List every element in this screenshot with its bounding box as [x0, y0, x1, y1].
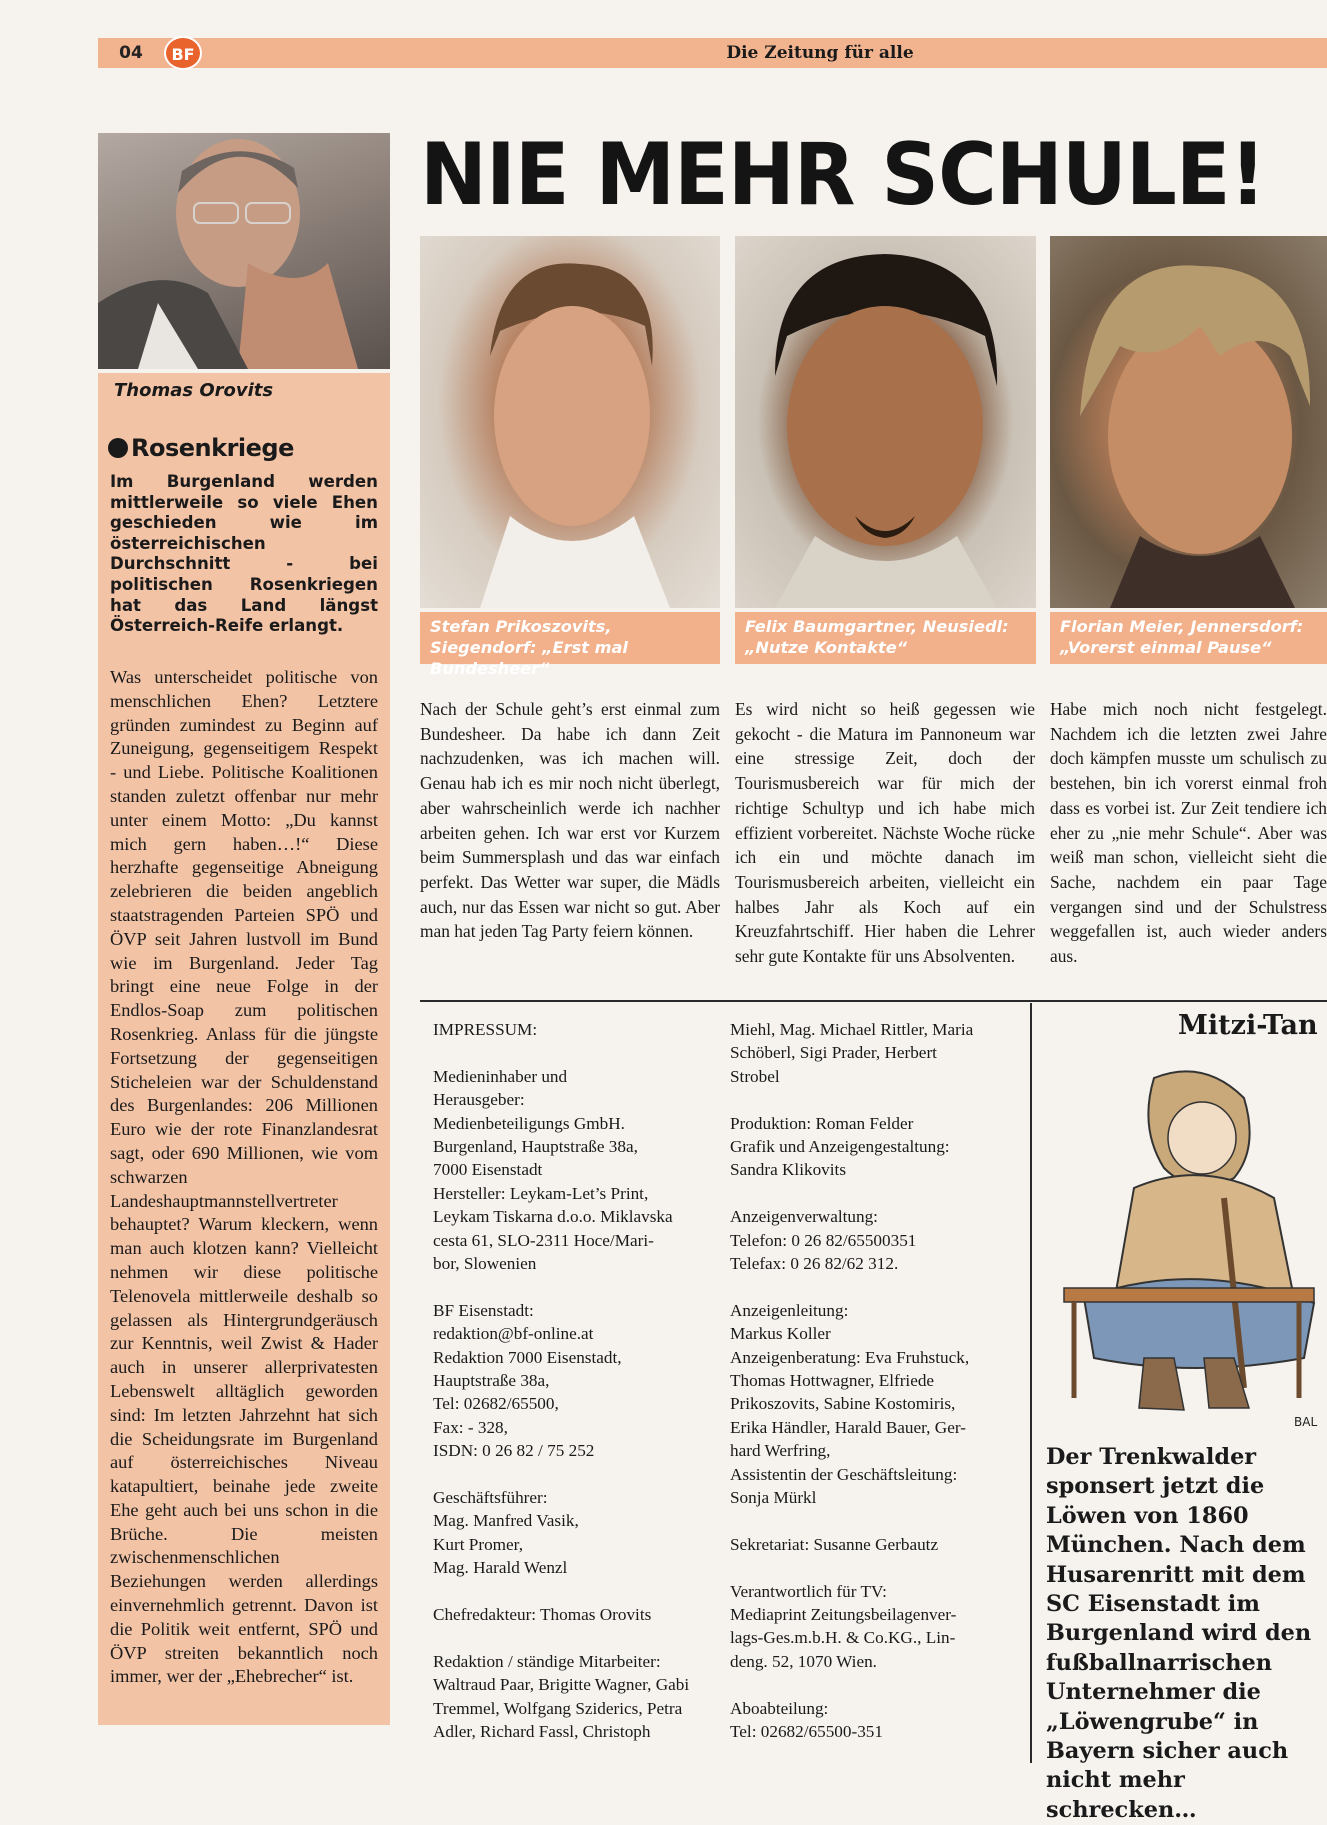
impressum-line: Anzeigenleitung:	[730, 1300, 849, 1320]
impressum-line: Anzeigenberatung: Eva Fruhstuck,	[730, 1347, 970, 1367]
profile-text-2: Es wird nicht so heiß gegessen wie gekocht - die Matura im Pannoneum war eine stressige Zeit, doch der Tourismusbereich war für mich der richtige Schultyp und ich habe mich effizient vorbereitet. Nächste Woche rücke ich ein und möchte danach im Tourismusbereich arbeiten, vielleicht ein halbes Jahr als Koch auf ein Kreuzfahrtschiff. Hier haben die Lehrer sehr gute Kontakte für uns Absolventen.	[735, 699, 1035, 967]
impressum-line: 7000 Eisenstadt	[433, 1160, 543, 1180]
impressum-line: Sandra Klikovits	[730, 1160, 847, 1180]
impressum-line: Verantwortlich für TV:	[730, 1581, 887, 1601]
impressum-line: Anzeigenverwaltung:	[730, 1207, 878, 1227]
impressum-block	[730, 1533, 1020, 1556]
impressum-block	[730, 1018, 1020, 1088]
newspaper-tagline: Die Zeitung für alle	[726, 43, 914, 63]
portrait-photo-3	[1050, 236, 1327, 608]
impressum-line: Herausgeber:	[433, 1090, 525, 1110]
impressum-line: Hersteller: Leykam-Let’s Print,	[433, 1183, 649, 1203]
cartoon-illustration	[1044, 1058, 1327, 1428]
headline: NIE MEHR SCHULE!	[420, 125, 1266, 225]
impressum-block	[730, 1580, 1020, 1674]
portrait-photo-2	[735, 236, 1036, 608]
impressum-line: Telefax: 0 26 82/62 312.	[730, 1254, 899, 1274]
column-divider	[1030, 1003, 1032, 1763]
impressum-line: Prikoszovits, Sabine Kostomiris,	[730, 1394, 956, 1414]
impressum-line: hard Werfring,	[730, 1441, 831, 1461]
impressum-line: Strobel	[730, 1066, 780, 1086]
impressum-column-2	[730, 1018, 1020, 1767]
impressum-line: lags-Ges.m.b.H. & Co.KG., Lin-	[730, 1628, 956, 1648]
impressum-block	[433, 1299, 723, 1463]
bullet-icon	[108, 438, 128, 458]
impressum-line: Chefredakteur: Thomas Orovits	[433, 1605, 652, 1625]
column-heading-text: Rosenkriege	[131, 434, 294, 462]
impressum-line: cesta 61, SLO-2311 Hoce/Mari-	[433, 1230, 654, 1250]
page-number: 04	[119, 43, 143, 63]
impressum-line: Leykam Tiskarna d.o.o. Miklavska	[433, 1207, 673, 1227]
cartoon-text: Der Trenkwalder sponsert jetzt die Löwen von 1860 München. Nach dem Husarenritt mit dem SC Eisenstadt im Burgenland wird den fußballnarrischen Unternehmer die „Löwengrube“ in Bayern sicher auch nicht mehr schrecken…	[1046, 1444, 1312, 1823]
impressum-line: Aboabteilung:	[730, 1698, 829, 1718]
impressum-block	[730, 1205, 1020, 1275]
author-name: Thomas Orovits	[114, 380, 274, 401]
impressum-line: Fax: - 328,	[433, 1417, 508, 1437]
impressum-line: Tel: 02682/65500,	[433, 1394, 559, 1414]
impressum-block	[730, 1299, 1020, 1510]
photo-caption-1: Stefan Prikoszovits, Siegendorf: „Erst mal Bundesheer“	[420, 612, 720, 664]
impressum-line: Hauptstraße 38a,	[433, 1371, 550, 1391]
impressum-block	[433, 1018, 723, 1041]
author-photo	[98, 133, 390, 369]
impressum-line: Tel: 02682/65500-351	[730, 1722, 883, 1742]
column-body: Was unterscheidet politische von menschlichen Ehen? Letztere gründen zumindest zu Beginn auf Zuneigung, gegenseitigem Respekt - und Liebe. Politische Koalitionen standen zuletzt offenbar nur mehr unter einem Motto: „Du kannst mich gern haben…!“ Diese herzhafte gegenseitige Abneigung zelebrieren die beiden angeblich staatstragenden Parteien SPÖ und ÖVP seit Jahren lustvoll im Bund wie im Burgenland. Jeder Tag bringt eine neue Folge in der Endlos-Soap zum politischen Rosenkrieg. Anlass für die jüngste Fortsetzung der gegenseitigen Sticheleien war der Schuldenstand des Burgenlandes: 206 Millionen Euro wie der rote Finanzlandesrat sagt, oder 690 Millionen, wie vom schwarzen Landeshauptmannstellvertreter behauptet? Warum kleckern, wenn man auch klotzen kann? Vielleicht nehmen wir diese politische Telenovela mittlerweile deshalb so gelassen als Hintergrundgeräusch zur Kenntnis, weil Zwist & Hader auch in unserer allerprivatesten Lebenswelt alltäglich geworden sind: Im letzten Jahrzehnt hat sich die Scheidungsrate im Burgenland auf österreichisches Niveau katapultiert, beinahe jede zweite Ehe geht auch bei uns schon in die Brüche. Die meisten zwischenmenschlichen Beziehungen werden allerdings einvernehmlich getrennt. Davon ist die Politik weit entfernt, SPÖ und ÖVP streiten bekanntlich noch immer, wer der „Ehebrecher“ ist.	[110, 667, 378, 1687]
impressum-column-1	[433, 1018, 723, 1767]
impressum-line: Telefon: 0 26 82/65500351	[730, 1230, 917, 1250]
impressum-line: Tremmel, Wolfgang Sziderics, Petra	[433, 1698, 683, 1718]
photo-caption-3: Florian Meier, Jennersdorf: „Vorerst einmal Pause“	[1050, 612, 1327, 664]
impressum-block	[433, 1486, 723, 1580]
cartoon-signature: BAL	[1294, 1415, 1318, 1428]
column-lead: Im Burgenland werden mittlerweile so viele Ehen geschieden wie im österreichischen Durchschnitt - bei politischen Rosenkriegen hat das Land längst Österreich-Reife erlangt.	[110, 472, 378, 636]
impressum-line: Erika Händler, Harald Bauer, Ger-	[730, 1417, 966, 1437]
impressum-line: Medienbeteiligungs GmbH.	[433, 1113, 625, 1133]
impressum-line: IMPRESSUM:	[433, 1020, 538, 1039]
impressum-line: Adler, Richard Fassl, Christoph	[433, 1722, 651, 1742]
impressum-line: Thomas Hottwagner, Elfriede	[730, 1371, 935, 1391]
impressum-line: Schöberl, Sigi Prader, Herbert	[730, 1043, 937, 1063]
impressum-line: Grafik und Anzeigengestaltung:	[730, 1137, 950, 1157]
impressum-line: Produktion: Roman Felder	[730, 1113, 914, 1133]
impressum-line: Sonja Mürkl	[730, 1488, 817, 1508]
impressum-line: Kurt Promer,	[433, 1534, 524, 1554]
impressum-line: Mag. Manfred Vasik,	[433, 1511, 579, 1531]
profile-text-3: Habe mich noch nicht festgelegt. Nachdem ich die letzten zwei Jahre doch kämpfen musste um schulisch zu bestehen, bin ich vorerst einmal froh dass es vorbei ist. Zur Zeit tendiere ich eher zu „nie mehr Schule“. Aber was weiß man schon, vielleicht sieht die Sache, nachdem ein paar Tage vergangen sind und der Schulstress weggefallen ist, auch wieder anders aus.	[1050, 699, 1327, 967]
impressum-line: BF Eisenstadt:	[433, 1300, 534, 1320]
impressum-line: deng. 52, 1070 Wien.	[730, 1651, 877, 1671]
impressum-block	[730, 1697, 1020, 1744]
impressum-block	[433, 1650, 723, 1744]
impressum-line: Geschäftsführer:	[433, 1488, 548, 1508]
impressum-block	[433, 1603, 723, 1626]
profile-text-1: Nach der Schule geht’s erst einmal zum Bundesheer. Da habe ich dann Zeit nachzudenken, was ich machen will. Genau hab ich es mir noch nicht überlegt, aber wahrscheinlich werde ich nachher arbeiten gehen. Ich war erst vor Kurzem beim Summersplash und das war einfach perfekt. Das Wetter war super, die Mädls auch, nur das Essen war nicht so gut. Aber man hat jeden Tag Party feiern können.	[420, 699, 720, 942]
portrait-photo-1	[420, 236, 720, 608]
impressum-line: bor, Slowenien	[433, 1254, 537, 1274]
impressum-line: Mediaprint Zeitungsbeilagenver-	[730, 1605, 957, 1625]
impressum-line: Markus Koller	[730, 1324, 831, 1344]
impressum-block	[433, 1065, 723, 1276]
cartoon-title: Mitzi-Tan	[1178, 1010, 1318, 1041]
impressum-line: Medieninhaber und	[433, 1066, 568, 1086]
photo-caption-2: Felix Baumgartner, Neusiedl: „Nutze Kontakte“	[735, 612, 1036, 664]
impressum-line: Redaktion / ständige Mitarbeiter:	[433, 1651, 661, 1671]
impressum-line: ISDN: 0 26 82 / 75 252	[433, 1441, 595, 1461]
impressum-line: Assistentin der Geschäftsleitung:	[730, 1464, 958, 1484]
column-heading	[108, 434, 294, 462]
impressum-line: Miehl, Mag. Michael Rittler, Maria	[730, 1020, 974, 1039]
impressum-line: Sekretariat: Susanne Gerbautz	[730, 1534, 939, 1554]
impressum-line: redaktion@bf-online.at	[433, 1324, 594, 1344]
impressum-block	[730, 1112, 1020, 1182]
impressum-line: Mag. Harald Wenzl	[433, 1558, 568, 1578]
bf-logo: BF	[164, 36, 202, 70]
section-divider	[420, 1000, 1327, 1002]
impressum-line: Waltraud Paar, Brigitte Wagner, Gabi	[433, 1675, 690, 1695]
impressum-line: Burgenland, Hauptstraße 38a,	[433, 1137, 638, 1157]
impressum-line: Redaktion 7000 Eisenstadt,	[433, 1347, 622, 1367]
